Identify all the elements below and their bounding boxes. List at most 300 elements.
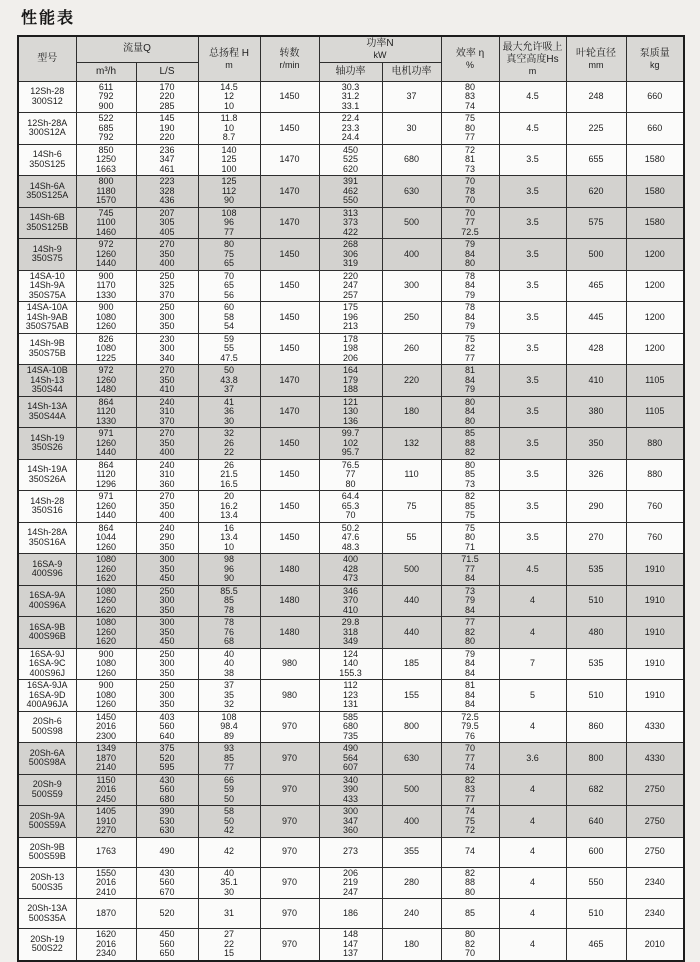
table-body: [18, 81, 684, 961]
shaft-power-cell: 220 247 257: [319, 270, 382, 302]
efficiency-label: 效率 η: [455, 47, 485, 59]
vacuum-cell: 4: [499, 806, 566, 838]
flow-ls-cell: 270 350 400: [136, 491, 198, 523]
impeller-cell: 535: [566, 648, 626, 680]
model-cell: 20Sh-9B 500S59B: [18, 837, 76, 867]
flow-ls-cell: 250 300 350: [136, 302, 198, 334]
motor-power-cell: 355: [382, 837, 441, 867]
mass-cell: 4330: [626, 711, 684, 743]
motor-power-cell: 110: [382, 459, 441, 491]
table-row: [18, 176, 684, 208]
motor-power-cell: 30: [382, 113, 441, 145]
table-row: [18, 743, 684, 775]
mass-cell: 1580: [626, 207, 684, 239]
table-row: [18, 680, 684, 712]
impeller-label: 叶轮直径: [576, 47, 617, 59]
head-cell: 93 85 77: [198, 743, 260, 775]
efficiency-cell: 85 88 82: [441, 428, 499, 460]
vacuum-cell: 4: [499, 711, 566, 743]
model-cell: 20Sh-13 500S35: [18, 867, 76, 899]
flow-ls-cell: 270 350 400: [136, 428, 198, 460]
efficiency-cell: 70 77 74: [441, 743, 499, 775]
vacuum-cell: 4: [499, 617, 566, 649]
mass-cell: 2010: [626, 929, 684, 961]
model-cell: 14SA-10A 14Sh-9AB 350S75AB: [18, 302, 76, 334]
speed-cell: 970: [260, 867, 319, 899]
motor-power-cell: 180: [382, 929, 441, 961]
head-cell: 85.5 85 78: [198, 585, 260, 617]
impeller-cell: 465: [566, 270, 626, 302]
speed-cell: 970: [260, 929, 319, 961]
flow-ls-cell: 300 350 450: [136, 554, 198, 586]
mass-cell: 2750: [626, 806, 684, 838]
motor-power-cell: 155: [382, 680, 441, 712]
impeller-cell: 682: [566, 774, 626, 806]
model-cell: 14Sh-19 350S26: [18, 428, 76, 460]
flow-ls-cell: 240 310 360: [136, 459, 198, 491]
impeller-cell: 445: [566, 302, 626, 334]
table-row: [18, 459, 684, 491]
shaft-power-cell: 268 306 319: [319, 239, 382, 271]
table-row: [18, 929, 684, 961]
col-header-shaft-power: 轴功率: [319, 62, 382, 81]
flow-m3h-cell: 745 1100 1460: [76, 207, 136, 239]
efficiency-cell: 75 80 77: [441, 113, 499, 145]
shaft-power-cell: 30.3 31.2 33.1: [319, 81, 382, 113]
speed-cell: 1480: [260, 585, 319, 617]
table-row: [18, 270, 684, 302]
vacuum-cell: 3.5: [499, 365, 566, 397]
model-cell: 14Sh-28A 350S16A: [18, 522, 76, 554]
head-cell: 20 16.2 13.4: [198, 491, 260, 523]
shaft-power-cell: 340 390 433: [319, 774, 382, 806]
vacuum-cell: 7: [499, 648, 566, 680]
flow-ls-cell: 270 350 400: [136, 239, 198, 271]
model-cell: 20Sh-6A 500S98A: [18, 743, 76, 775]
vacuum-cell: 3.5: [499, 459, 566, 491]
shaft-power-cell: 391 462 550: [319, 176, 382, 208]
speed-cell: 1450: [260, 270, 319, 302]
col-header-speed: [260, 36, 319, 81]
speed-cell: 1450: [260, 113, 319, 145]
impeller-cell: 510: [566, 899, 626, 929]
vacuum-cell: 4: [499, 837, 566, 867]
table-row: [18, 144, 684, 176]
impeller-cell: 410: [566, 365, 626, 397]
impeller-cell: 535: [566, 554, 626, 586]
efficiency-cell: 74: [441, 837, 499, 867]
vacuum-cell: 3.5: [499, 396, 566, 428]
flow-m3h-cell: 900 1080 1260: [76, 648, 136, 680]
mass-cell: 1910: [626, 680, 684, 712]
head-cell: 37 35 32: [198, 680, 260, 712]
mass-cell: 1105: [626, 396, 684, 428]
flow-m3h-cell: 1620 2016 2340: [76, 929, 136, 961]
flow-ls-cell: 450 560 650: [136, 929, 198, 961]
efficiency-cell: 81 84 84: [441, 680, 499, 712]
head-cell: 78 76 68: [198, 617, 260, 649]
shaft-power-cell: 450 525 620: [319, 144, 382, 176]
vacuum-cell: 3.6: [499, 743, 566, 775]
efficiency-cell: 70 78 70: [441, 176, 499, 208]
table-row: [18, 396, 684, 428]
mass-cell: 1200: [626, 270, 684, 302]
efficiency-cell: 73 79 84: [441, 585, 499, 617]
shaft-power-cell: 76.5 77 80: [319, 459, 382, 491]
mass-cell: 2750: [626, 774, 684, 806]
speed-cell: 1470: [260, 176, 319, 208]
flow-ls-cell: 240 290 350: [136, 522, 198, 554]
model-cell: 14SA-10B 14Sh-13 350S44: [18, 365, 76, 397]
efficiency-unit: %: [466, 59, 475, 70]
vacuum-cell: 4: [499, 899, 566, 929]
vacuum-cell: 4: [499, 585, 566, 617]
flow-m3h-cell: 1080 1260 1620: [76, 554, 136, 586]
flow-m3h-cell: 864 1120 1330: [76, 396, 136, 428]
flow-ls-cell: 375 520 595: [136, 743, 198, 775]
motor-power-cell: 500: [382, 207, 441, 239]
speed-cell: 1450: [260, 333, 319, 365]
mass-cell: 1580: [626, 176, 684, 208]
mass-cell: 1200: [626, 302, 684, 334]
model-cell: 20Sh-9 500S59: [18, 774, 76, 806]
impeller-cell: 575: [566, 207, 626, 239]
speed-cell: 980: [260, 680, 319, 712]
vacuum-cell: 3.5: [499, 144, 566, 176]
head-cell: 31: [198, 899, 260, 929]
shaft-power-cell: 29.8 318 349: [319, 617, 382, 649]
vacuum-cell: 5: [499, 680, 566, 712]
head-cell: 32 26 22: [198, 428, 260, 460]
flow-ls-cell: 250 325 370: [136, 270, 198, 302]
motor-power-cell: 800: [382, 711, 441, 743]
model-cell: 14Sh-19A 350S26A: [18, 459, 76, 491]
motor-power-cell: 500: [382, 554, 441, 586]
efficiency-cell: 79 84 84: [441, 648, 499, 680]
shaft-power-cell: 124 140 155.3: [319, 648, 382, 680]
impeller-cell: 350: [566, 428, 626, 460]
mass-cell: 660: [626, 81, 684, 113]
motor-power-cell: 500: [382, 774, 441, 806]
model-cell: 12Sh-28A 300S12A: [18, 113, 76, 145]
efficiency-cell: 82 88 80: [441, 867, 499, 899]
mass-cell: 1580: [626, 144, 684, 176]
shaft-power-cell: 313 373 422: [319, 207, 382, 239]
impeller-cell: 225: [566, 113, 626, 145]
col-header-flow-ls: L/S: [136, 62, 198, 81]
flow-ls-cell: 240 310 370: [136, 396, 198, 428]
motor-power-cell: 132: [382, 428, 441, 460]
flow-m3h-cell: 1150 2016 2450: [76, 774, 136, 806]
shaft-power-cell: 175 196 213: [319, 302, 382, 334]
mass-cell: 2340: [626, 867, 684, 899]
flow-m3h-cell: 1080 1260 1620: [76, 617, 136, 649]
power-unit: kW: [373, 50, 387, 61]
mass-cell: 1910: [626, 585, 684, 617]
table-row: [18, 302, 684, 334]
head-unit: m: [225, 59, 233, 70]
motor-power-cell: 250: [382, 302, 441, 334]
impeller-cell: 248: [566, 81, 626, 113]
impeller-cell: 380: [566, 396, 626, 428]
flow-ls-cell: 490: [136, 837, 198, 867]
head-cell: 80 75 65: [198, 239, 260, 271]
head-cell: 26 21.5 16.5: [198, 459, 260, 491]
efficiency-cell: 70 77 72.5: [441, 207, 499, 239]
speed-cell: 1470: [260, 144, 319, 176]
flow-m3h-cell: 1080 1260 1620: [76, 585, 136, 617]
impeller-cell: 465: [566, 929, 626, 961]
vacuum-cell: 4.5: [499, 554, 566, 586]
motor-power-cell: 400: [382, 239, 441, 271]
flow-ls-cell: 300 350 450: [136, 617, 198, 649]
head-cell: 140 125 100: [198, 144, 260, 176]
efficiency-cell: 78 84 79: [441, 270, 499, 302]
flow-m3h-cell: 1405 1910 2270: [76, 806, 136, 838]
vacuum-label-line1: 最大允许吸上: [502, 41, 563, 53]
efficiency-cell: 74 75 72: [441, 806, 499, 838]
flow-m3h-cell: 850 1250 1663: [76, 144, 136, 176]
shaft-power-cell: 112 123 131: [319, 680, 382, 712]
head-cell: 11.8 10 8.7: [198, 113, 260, 145]
head-cell: 108 96 77: [198, 207, 260, 239]
performance-table: [17, 35, 685, 962]
impeller-cell: 510: [566, 680, 626, 712]
mass-cell: 1910: [626, 554, 684, 586]
impeller-cell: 510: [566, 585, 626, 617]
mass-unit: kg: [650, 59, 660, 70]
vacuum-label-line2: 真空高度Hs: [506, 53, 559, 65]
speed-cell: 1470: [260, 365, 319, 397]
flow-m3h-cell: 971 1260 1440: [76, 428, 136, 460]
speed-label: 转数: [279, 47, 300, 59]
motor-power-cell: 55: [382, 522, 441, 554]
flow-m3h-cell: 611 792 900: [76, 81, 136, 113]
col-header-power: [319, 36, 441, 62]
table-row: [18, 585, 684, 617]
speed-cell: 970: [260, 837, 319, 867]
model-cell: 14Sh-9B 350S75B: [18, 333, 76, 365]
vacuum-cell: 4.5: [499, 113, 566, 145]
flow-ls-cell: 270 350 410: [136, 365, 198, 397]
flow-m3h-cell: 1763: [76, 837, 136, 867]
flow-ls-cell: 236 347 461: [136, 144, 198, 176]
efficiency-cell: 80 85 73: [441, 459, 499, 491]
table-row: [18, 648, 684, 680]
efficiency-cell: 80 83 74: [441, 81, 499, 113]
speed-cell: 1450: [260, 459, 319, 491]
motor-power-cell: 240: [382, 899, 441, 929]
vacuum-cell: 3.5: [499, 428, 566, 460]
speed-cell: 970: [260, 711, 319, 743]
speed-cell: 1450: [260, 491, 319, 523]
vacuum-cell: 3.5: [499, 302, 566, 334]
flow-ls-cell: 250 300 350: [136, 585, 198, 617]
speed-cell: 1470: [260, 396, 319, 428]
motor-power-cell: 37: [382, 81, 441, 113]
flow-m3h-cell: 900 1080 1260: [76, 680, 136, 712]
impeller-cell: 655: [566, 144, 626, 176]
flow-ls-cell: 430 560 670: [136, 867, 198, 899]
col-header-mass: [626, 36, 684, 81]
shaft-power-cell: 148 147 137: [319, 929, 382, 961]
head-cell: 41 36 30: [198, 396, 260, 428]
page-title: 性能表: [21, 10, 76, 27]
speed-cell: 1450: [260, 302, 319, 334]
flow-m3h-cell: 900 1080 1260: [76, 302, 136, 334]
impeller-cell: 800: [566, 743, 626, 775]
shaft-power-cell: 400 428 473: [319, 554, 382, 586]
motor-power-cell: 440: [382, 617, 441, 649]
mass-cell: 1105: [626, 365, 684, 397]
vacuum-cell: 3.5: [499, 207, 566, 239]
model-cell: 20Sh-6 500S98: [18, 711, 76, 743]
flow-ls-cell: 390 530 630: [136, 806, 198, 838]
vacuum-cell: 4.5: [499, 81, 566, 113]
table-row: [18, 899, 684, 929]
head-cell: 70 65 56: [198, 270, 260, 302]
speed-cell: 1480: [260, 617, 319, 649]
motor-power-cell: 280: [382, 867, 441, 899]
vacuum-cell: 3.5: [499, 333, 566, 365]
impeller-cell: 428: [566, 333, 626, 365]
col-header-motor-power: 电机功率: [382, 62, 441, 81]
motor-power-cell: 260: [382, 333, 441, 365]
impeller-cell: 480: [566, 617, 626, 649]
flow-m3h-cell: 864 1044 1260: [76, 522, 136, 554]
mass-cell: 1910: [626, 648, 684, 680]
head-cell: 66 59 50: [198, 774, 260, 806]
impeller-cell: 270: [566, 522, 626, 554]
flow-m3h-cell: 972 1260 1480: [76, 365, 136, 397]
model-cell: 16SA-9A 400S96A: [18, 585, 76, 617]
table-row: [18, 207, 684, 239]
efficiency-cell: 80 84 80: [441, 396, 499, 428]
model-cell: 16SA-9B 400S96B: [18, 617, 76, 649]
efficiency-cell: 80 82 70: [441, 929, 499, 961]
speed-cell: 980: [260, 648, 319, 680]
model-cell: 14Sh-9 350S75: [18, 239, 76, 271]
motor-power-cell: 630: [382, 176, 441, 208]
model-cell: 16SA-9JA 16SA-9D 400A96JA: [18, 680, 76, 712]
speed-cell: 1450: [260, 428, 319, 460]
flow-m3h-cell: 522 685 792: [76, 113, 136, 145]
flow-ls-cell: 430 560 680: [136, 774, 198, 806]
table-row: [18, 491, 684, 523]
motor-power-cell: 680: [382, 144, 441, 176]
model-cell: 14Sh-6B 350S125B: [18, 207, 76, 239]
model-cell: 14Sh-6A 350S125A: [18, 176, 76, 208]
table-row: [18, 774, 684, 806]
table-row: [18, 806, 684, 838]
speed-cell: 1450: [260, 522, 319, 554]
head-cell: 58 50 42: [198, 806, 260, 838]
head-cell: 125 112 90: [198, 176, 260, 208]
mass-cell: 1910: [626, 617, 684, 649]
vacuum-cell: 4: [499, 774, 566, 806]
table-row: [18, 81, 684, 113]
efficiency-cell: 85: [441, 899, 499, 929]
col-header-head: [198, 36, 260, 81]
col-header-flow: 流量Q: [76, 36, 198, 62]
shaft-power-cell: 585 680 735: [319, 711, 382, 743]
table-row: [18, 428, 684, 460]
vacuum-unit: m: [528, 65, 537, 76]
motor-power-cell: 300: [382, 270, 441, 302]
flow-ls-cell: 403 560 640: [136, 711, 198, 743]
col-header-model: 型号: [18, 36, 76, 81]
shaft-power-cell: 164 179 188: [319, 365, 382, 397]
impeller-cell: 620: [566, 176, 626, 208]
impeller-cell: 550: [566, 867, 626, 899]
flow-m3h-cell: 1870: [76, 899, 136, 929]
head-cell: 98 96 90: [198, 554, 260, 586]
mass-cell: 760: [626, 491, 684, 523]
head-cell: 50 43.8 37: [198, 365, 260, 397]
impeller-cell: 326: [566, 459, 626, 491]
table-row: [18, 711, 684, 743]
flow-ls-cell: 520: [136, 899, 198, 929]
model-cell: 12Sh-28 300S12: [18, 81, 76, 113]
shaft-power-cell: 121 130 136: [319, 396, 382, 428]
model-cell: 16SA-9 400S96: [18, 554, 76, 586]
table-row: [18, 522, 684, 554]
motor-power-cell: 185: [382, 648, 441, 680]
speed-cell: 1450: [260, 239, 319, 271]
shaft-power-cell: 178 198 206: [319, 333, 382, 365]
col-header-vacuum: [499, 36, 566, 81]
motor-power-cell: 220: [382, 365, 441, 397]
head-cell: 42: [198, 837, 260, 867]
speed-cell: 1450: [260, 81, 319, 113]
col-header-impeller: [566, 36, 626, 81]
mass-label: 泵质量: [639, 47, 670, 59]
flow-ls-cell: 170 220 285: [136, 81, 198, 113]
flow-m3h-cell: 971 1260 1440: [76, 491, 136, 523]
shaft-power-cell: 346 370 410: [319, 585, 382, 617]
impeller-cell: 290: [566, 491, 626, 523]
model-cell: 20Sh-9A 500S59A: [18, 806, 76, 838]
speed-cell: 970: [260, 899, 319, 929]
vacuum-cell: 3.5: [499, 491, 566, 523]
power-label: 功率N: [366, 38, 394, 50]
speed-cell: 1470: [260, 207, 319, 239]
table-row: [18, 239, 684, 271]
shaft-power-cell: 490 564 607: [319, 743, 382, 775]
flow-ls-cell: 250 300 350: [136, 648, 198, 680]
flow-ls-cell: 250 300 350: [136, 680, 198, 712]
head-cell: 59 55 47.5: [198, 333, 260, 365]
head-cell: 40 40 38: [198, 648, 260, 680]
table-row: [18, 554, 684, 586]
table-header: [18, 36, 684, 81]
shaft-power-cell: 206 219 247: [319, 867, 382, 899]
efficiency-cell: 72 81 73: [441, 144, 499, 176]
motor-power-cell: 180: [382, 396, 441, 428]
impeller-unit: mm: [588, 59, 604, 70]
flow-m3h-cell: 972 1260 1440: [76, 239, 136, 271]
speed-unit: r/min: [279, 59, 300, 70]
model-cell: 20Sh-13A 500S35A: [18, 899, 76, 929]
flow-m3h-cell: 800 1180 1570: [76, 176, 136, 208]
shaft-power-cell: 300 347 360: [319, 806, 382, 838]
vacuum-cell: 3.5: [499, 522, 566, 554]
flow-ls-cell: 223 328 436: [136, 176, 198, 208]
flow-m3h-cell: 1450 2016 2300: [76, 711, 136, 743]
shaft-power-cell: 186: [319, 899, 382, 929]
mass-cell: 880: [626, 459, 684, 491]
vacuum-cell: 3.5: [499, 270, 566, 302]
